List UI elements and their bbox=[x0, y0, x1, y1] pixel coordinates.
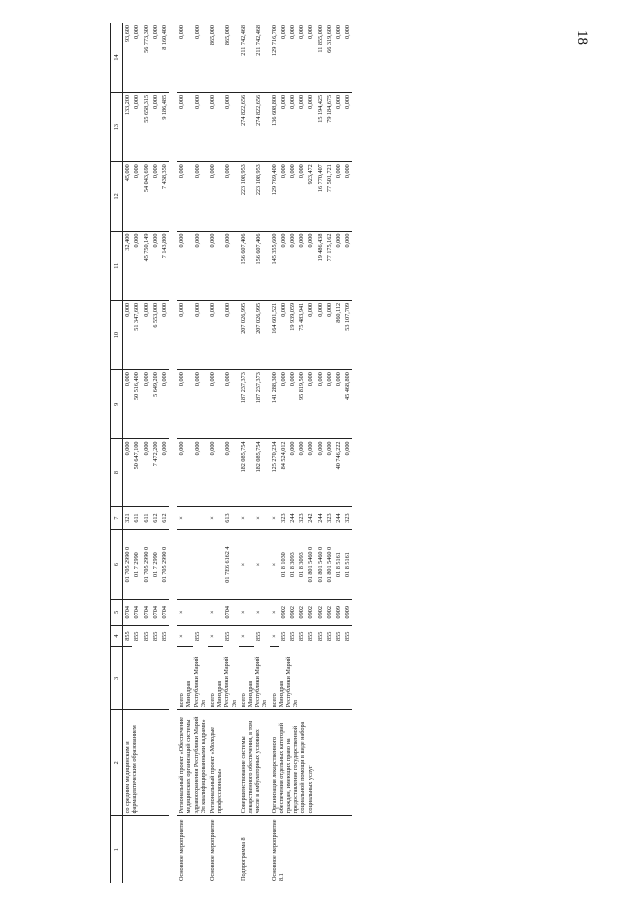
header-cell: 6 bbox=[111, 530, 123, 599]
executor-cell bbox=[208, 647, 239, 710]
code-cell: 321 bbox=[123, 506, 133, 530]
amount-cell: 156 607,406 bbox=[254, 231, 269, 300]
code-cell: 855 bbox=[193, 631, 201, 641]
code-cell: 0704 bbox=[160, 599, 169, 625]
amount-cell: 274 822,656 bbox=[254, 92, 269, 161]
code-cell: 611 bbox=[132, 506, 141, 530]
amount-cell: 136 608,800 bbox=[270, 92, 279, 161]
amount-cell: 0,000 bbox=[160, 439, 169, 506]
code-cell: 01 801 5460 0 bbox=[316, 530, 325, 599]
code-cell: 855 bbox=[142, 631, 150, 641]
amount-cell: 0,000 bbox=[288, 231, 297, 300]
amount-cell: 0,000 bbox=[123, 370, 133, 439]
amount-cell: 187 237,373 bbox=[239, 370, 254, 439]
amount-cell: 0,000 bbox=[288, 23, 297, 92]
amount-cell: 5 649,200 bbox=[151, 370, 160, 439]
code-cell: 855 bbox=[123, 625, 133, 647]
gap-cell bbox=[169, 23, 177, 883]
amount-cell: 0,000 bbox=[343, 439, 352, 506]
amount-cell: 77 175,162 bbox=[325, 231, 334, 300]
amount-cell: 0,000 bbox=[334, 231, 343, 300]
amount-cell: 32,400 bbox=[123, 231, 133, 300]
amount-cell: 6 553,000 bbox=[151, 300, 160, 369]
code-cell bbox=[193, 530, 208, 599]
code-cell: 01 8 3093 bbox=[297, 530, 306, 599]
code-cell: × bbox=[208, 506, 223, 530]
amount-cell: 55 658,315 bbox=[142, 92, 151, 161]
amount-cell: 0,000 bbox=[306, 370, 315, 439]
code-cell: 244 bbox=[316, 506, 325, 530]
cell-text: Региональный проект «Обеспечение медицинских организаций системы здравоохранения Республики Марий Эл квалифицированными кадрами» bbox=[178, 716, 207, 814]
code-cell: 01 8 5161 bbox=[343, 530, 352, 599]
cell-text: со средним медицинским и фармацевтическим образованием bbox=[124, 725, 139, 814]
code-cell: × bbox=[254, 506, 269, 530]
executor-name: Минздрав Республики Марий Эл bbox=[216, 656, 238, 708]
amount-cell: 0,000 bbox=[132, 23, 141, 92]
amount-cell: 0,000 bbox=[177, 162, 192, 231]
amount-cell: 0,000 bbox=[316, 370, 325, 439]
rotated-table bbox=[110, 23, 570, 883]
amount-cell: 274 822,656 bbox=[239, 92, 254, 161]
code-cell: 01 705 2990 0 bbox=[142, 530, 151, 599]
header-cell: 13 bbox=[111, 92, 123, 161]
event-type-cell bbox=[270, 816, 353, 883]
amount-cell: 0,000 bbox=[297, 162, 306, 231]
code-cell bbox=[193, 599, 208, 625]
executor-name: Минздрав Республики Марий Эл bbox=[185, 656, 207, 708]
amount-cell: 141 288,300 bbox=[270, 370, 279, 439]
amount-cell: 0,000 bbox=[279, 370, 288, 439]
amount-cell: 133,200 bbox=[123, 92, 133, 161]
code-cell: 323 bbox=[297, 506, 306, 530]
header-cell: 3 bbox=[111, 647, 123, 710]
event-name-cell bbox=[239, 710, 270, 816]
amount-cell: 51 347,600 bbox=[132, 300, 141, 369]
code-cell: 323 bbox=[279, 506, 288, 530]
code-cell: 0704 bbox=[142, 599, 151, 625]
amount-cell: 53 107,709 bbox=[343, 300, 352, 369]
header-row bbox=[111, 23, 123, 883]
amount-cell: 0,000 bbox=[208, 439, 223, 506]
code-cell: 855 bbox=[279, 631, 287, 641]
code-cell: 01 7 2990 bbox=[132, 530, 141, 599]
code-cell bbox=[177, 530, 192, 599]
amount-cell: 0,000 bbox=[325, 370, 334, 439]
code-cell: 01 801 5460 0 bbox=[306, 530, 315, 599]
header-cell: 8 bbox=[111, 439, 123, 506]
amount-cell: 182 085,754 bbox=[254, 439, 269, 506]
amount-cell: 0,000 bbox=[279, 231, 288, 300]
event-type-cell bbox=[177, 816, 208, 883]
cell-text: всего bbox=[239, 693, 247, 708]
amount-cell: 0,000 bbox=[132, 231, 141, 300]
table-row bbox=[208, 23, 223, 883]
cell-text: Основное мероприятие bbox=[178, 819, 186, 881]
amount-cell: 0,000 bbox=[151, 231, 160, 300]
amount-cell: 865,000 bbox=[223, 23, 238, 92]
code-cell: 0704 bbox=[151, 599, 160, 625]
amount-cell: 0,000 bbox=[325, 439, 334, 506]
code-cell: 613 bbox=[223, 506, 238, 530]
amount-cell: 0,000 bbox=[151, 162, 160, 231]
code-cell: 0902 bbox=[279, 599, 288, 625]
table-row bbox=[177, 23, 192, 883]
executor-cell bbox=[239, 647, 270, 710]
code-cell: × bbox=[239, 506, 254, 530]
amount-cell: 0,000 bbox=[306, 92, 315, 161]
code-cell: 01 8 5161 bbox=[334, 530, 343, 599]
amount-cell: 0,000 bbox=[223, 162, 238, 231]
table-row bbox=[239, 23, 254, 883]
cell-text: Совершенствование системы лекарственного обеспечения, в том числе в амбулаторных условиях bbox=[239, 720, 262, 814]
amount-cell: 207 026,995 bbox=[239, 300, 254, 369]
amount-cell: 0,000 bbox=[279, 23, 288, 92]
cell-text: всего bbox=[178, 693, 186, 708]
code-cell: 0704 bbox=[223, 599, 238, 625]
amount-cell: 79 184,675 bbox=[325, 92, 334, 161]
cell-text: Организация лекарственного обеспечения отдельных категорий граждан, имеющих право на предоставление государственной социальной помощи в виде набора социальных услуг bbox=[270, 721, 314, 814]
header-cell: 4 bbox=[111, 625, 123, 647]
code-cell: 611 bbox=[142, 506, 151, 530]
event-name-cell bbox=[177, 710, 208, 816]
amount-cell: 77 501,721 bbox=[325, 162, 334, 231]
header-cell: 14 bbox=[111, 23, 123, 92]
cell-text: Региональный проект «Молодые профессионалы» bbox=[209, 726, 224, 814]
amount-cell: 223 108,953 bbox=[239, 162, 254, 231]
amount-cell: 0,000 bbox=[297, 231, 306, 300]
amount-cell: 860,112 bbox=[334, 300, 343, 369]
amount-cell: 54 043,690 bbox=[142, 162, 151, 231]
code-cell: × bbox=[208, 625, 223, 647]
code-cell: 855 bbox=[255, 631, 263, 641]
header-cell: 2 bbox=[111, 710, 123, 816]
table-body bbox=[111, 23, 353, 883]
amount-cell: 865,000 bbox=[208, 23, 223, 92]
amount-cell: 0,000 bbox=[288, 92, 297, 161]
code-cell: × bbox=[270, 599, 279, 625]
code-cell: 855 bbox=[344, 631, 352, 641]
code-cell: 855 bbox=[151, 631, 159, 641]
amount-cell: 0,000 bbox=[177, 370, 192, 439]
amount-cell: 0,000 bbox=[142, 300, 151, 369]
amount-cell: 40 746,222 bbox=[334, 439, 343, 506]
amount-cell: 0,000 bbox=[177, 439, 192, 506]
amount-cell: 0,000 bbox=[316, 439, 325, 506]
code-cell: × bbox=[239, 599, 254, 625]
code-cell: × bbox=[270, 530, 279, 599]
amount-cell: 0,000 bbox=[208, 231, 223, 300]
amount-cell: 0,000 bbox=[223, 370, 238, 439]
code-cell: 0902 bbox=[297, 599, 306, 625]
code-cell: 0902 bbox=[316, 599, 325, 625]
amount-cell: 0,000 bbox=[193, 300, 208, 369]
amount-cell: 164 601,521 bbox=[270, 300, 279, 369]
amount-cell: 0,000 bbox=[160, 370, 169, 439]
header-cell: 12 bbox=[111, 162, 123, 231]
amount-cell: 0,000 bbox=[306, 300, 315, 369]
amount-cell: 0,000 bbox=[279, 162, 288, 231]
amount-cell: 0,000 bbox=[343, 162, 352, 231]
amount-cell: 66 319,600 bbox=[325, 23, 334, 92]
code-cell bbox=[208, 530, 223, 599]
amount-cell: 0,000 bbox=[193, 23, 208, 92]
code-cell: 855 bbox=[161, 631, 169, 641]
code-cell: 01 8 3093 bbox=[288, 530, 297, 599]
amount-cell: 0,000 bbox=[297, 439, 306, 506]
amount-cell: 0,000 bbox=[279, 300, 288, 369]
code-cell: × bbox=[177, 506, 192, 530]
header-cell: 9 bbox=[111, 370, 123, 439]
code-cell: 01 705 2990 0 bbox=[160, 530, 169, 599]
code-cell: 01 801 5460 0 bbox=[325, 530, 334, 599]
code-cell: 855 bbox=[224, 631, 232, 641]
event-name-cell bbox=[208, 710, 239, 816]
amount-cell: 45 750,149 bbox=[142, 231, 151, 300]
amount-cell: 8 160,400 bbox=[160, 23, 169, 92]
amount-cell: 223 108,953 bbox=[254, 162, 269, 231]
amount-cell: 0,000 bbox=[334, 162, 343, 231]
amount-cell: 0,000 bbox=[142, 439, 151, 506]
code-cell: 01 7Е6 6162 4 bbox=[223, 530, 238, 599]
code-cell: 612 bbox=[160, 506, 169, 530]
amount-cell: 16 770,407 bbox=[316, 162, 325, 231]
amount-cell: 0,000 bbox=[208, 370, 223, 439]
amount-cell: 50 647,100 bbox=[132, 439, 141, 506]
amount-cell: 0,000 bbox=[343, 92, 352, 161]
amount-cell: 0,000 bbox=[334, 92, 343, 161]
amount-cell: 125 270,234 bbox=[270, 439, 279, 506]
amount-cell: 211 742,468 bbox=[239, 23, 254, 92]
code-cell bbox=[193, 506, 208, 530]
amount-cell: 19 939,059 bbox=[288, 300, 297, 369]
table-row bbox=[270, 23, 279, 883]
executor-cell bbox=[177, 647, 208, 710]
amount-cell: 0,000 bbox=[123, 300, 133, 369]
amount-cell: 19 486,438 bbox=[316, 231, 325, 300]
amount-cell: 0,000 bbox=[343, 231, 352, 300]
amount-cell: 0,000 bbox=[297, 23, 306, 92]
code-cell: × bbox=[177, 625, 192, 647]
amount-cell: 75 483,941 bbox=[297, 300, 306, 369]
amount-cell: 0,000 bbox=[297, 92, 306, 161]
amount-cell: 0,000 bbox=[306, 439, 315, 506]
amount-cell: 923,472 bbox=[306, 162, 315, 231]
header-cell: 11 bbox=[111, 231, 123, 300]
amount-cell: 0,000 bbox=[316, 300, 325, 369]
code-cell: × bbox=[270, 506, 279, 530]
code-cell: × bbox=[208, 599, 223, 625]
executor-name: Минздрав Республики Марий Эл bbox=[247, 656, 269, 708]
amount-cell: 9 186,485 bbox=[160, 92, 169, 161]
amount-cell: 0,000 bbox=[193, 231, 208, 300]
code-cell: 0909 bbox=[334, 599, 343, 625]
amount-cell: 0,000 bbox=[288, 370, 297, 439]
amount-cell: 182 085,754 bbox=[239, 439, 254, 506]
code-cell: 855 bbox=[307, 631, 315, 641]
page-number: 18 bbox=[574, 30, 590, 45]
code-cell: × bbox=[239, 625, 254, 647]
amount-cell: 0,000 bbox=[123, 439, 133, 506]
amount-cell: 7 143,800 bbox=[160, 231, 169, 300]
amount-cell: 7 438,350 bbox=[160, 162, 169, 231]
amount-cell: 0,000 bbox=[177, 300, 192, 369]
code-cell: 855 bbox=[289, 631, 297, 641]
amount-cell: 50 516,400 bbox=[132, 370, 141, 439]
code-cell: 855 bbox=[298, 631, 306, 641]
event-type-cell bbox=[208, 816, 239, 883]
code-cell: 0902 bbox=[306, 599, 315, 625]
amount-cell: 0,000 bbox=[193, 370, 208, 439]
amount-cell: 187 237,373 bbox=[254, 370, 269, 439]
amount-cell: 0,000 bbox=[132, 162, 141, 231]
amount-cell: 0,000 bbox=[193, 92, 208, 161]
event-name-cell bbox=[270, 710, 353, 816]
amount-cell: 0,000 bbox=[334, 23, 343, 92]
cell-text: Подпрограмма 8 bbox=[239, 837, 247, 881]
header-cell: 5 bbox=[111, 599, 123, 625]
table-row bbox=[123, 23, 133, 883]
amount-cell: 156 607,406 bbox=[239, 231, 254, 300]
event-type-cell bbox=[239, 816, 270, 883]
code-cell: 242 bbox=[306, 506, 315, 530]
amount-cell: 0,000 bbox=[208, 162, 223, 231]
code-cell: 01 705 2990 0 bbox=[123, 530, 133, 599]
code-cell: 0909 bbox=[343, 599, 352, 625]
amount-cell: 0,000 bbox=[151, 23, 160, 92]
amount-cell: 0,000 bbox=[306, 23, 315, 92]
executor-name: Минздрав Республики Марий Эл bbox=[277, 656, 300, 708]
event-name-cell bbox=[123, 710, 170, 816]
amount-cell: 0,000 bbox=[223, 439, 238, 506]
amount-cell: 0,000 bbox=[223, 300, 238, 369]
amount-cell: 0,000 bbox=[142, 370, 151, 439]
amount-cell: 93,600 bbox=[123, 23, 133, 92]
amount-cell: 95 819,500 bbox=[297, 370, 306, 439]
code-cell: × bbox=[254, 530, 269, 599]
cell-text: всего bbox=[270, 693, 278, 708]
code-cell: 855 bbox=[335, 631, 343, 641]
amount-cell: 145 355,600 bbox=[270, 231, 279, 300]
amount-cell: 207 026,995 bbox=[254, 300, 269, 369]
code-cell: × bbox=[254, 599, 269, 625]
amount-cell: 0,000 bbox=[151, 92, 160, 161]
amount-cell: 0,000 bbox=[334, 370, 343, 439]
budget-table bbox=[110, 23, 352, 883]
code-cell: 323 bbox=[343, 506, 352, 530]
amount-cell: 129 769,400 bbox=[270, 162, 279, 231]
amount-cell: 84 524,012 bbox=[279, 439, 288, 506]
amount-cell: 0,000 bbox=[288, 439, 297, 506]
code-cell: 01 7 2990 bbox=[151, 530, 160, 599]
code-cell: 855 bbox=[316, 631, 324, 641]
amount-cell: 0,000 bbox=[132, 92, 141, 161]
amount-cell: 0,000 bbox=[306, 231, 315, 300]
code-cell: 0902 bbox=[325, 599, 334, 625]
code-cell: 612 bbox=[151, 506, 160, 530]
amount-cell: 45,000 bbox=[123, 162, 133, 231]
amount-cell: 0,000 bbox=[193, 162, 208, 231]
amount-cell: 0,000 bbox=[223, 231, 238, 300]
code-cell: 855 bbox=[133, 631, 141, 641]
event-type-cell bbox=[123, 816, 170, 883]
code-cell: 0704 bbox=[123, 599, 133, 625]
amount-cell: 0,000 bbox=[325, 300, 334, 369]
code-cell: 323 bbox=[325, 506, 334, 530]
amount-cell: 0,000 bbox=[208, 300, 223, 369]
amount-cell: 0,000 bbox=[193, 439, 208, 506]
code-cell: 244 bbox=[334, 506, 343, 530]
code-cell: × bbox=[239, 530, 254, 599]
amount-cell: 0,000 bbox=[208, 92, 223, 161]
code-cell: 0704 bbox=[132, 599, 141, 625]
amount-cell: 0,000 bbox=[279, 92, 288, 161]
executor-cell bbox=[270, 647, 353, 710]
amount-cell: 11 855,000 bbox=[316, 23, 325, 92]
code-cell: 0902 bbox=[288, 599, 297, 625]
header-cell: 1 bbox=[111, 816, 123, 883]
amount-cell: 129 716,700 bbox=[270, 23, 279, 92]
amount-cell: 211 742,468 bbox=[254, 23, 269, 92]
code-cell: 244 bbox=[288, 506, 297, 530]
code-cell: × bbox=[177, 599, 192, 625]
code-cell: 01 8 1030 bbox=[279, 530, 288, 599]
row-gap bbox=[169, 23, 177, 883]
cell-text: Основное мероприятие 8.1 bbox=[270, 819, 285, 881]
code-cell: × bbox=[270, 625, 279, 647]
amount-cell: 0,000 bbox=[223, 92, 238, 161]
amount-cell: 7 472,200 bbox=[151, 439, 160, 506]
header-cell: 7 bbox=[111, 506, 123, 530]
amount-cell: 0,000 bbox=[343, 23, 352, 92]
amount-cell: 56 773,300 bbox=[142, 23, 151, 92]
amount-cell: 15 194,425 bbox=[316, 92, 325, 161]
cell-text: Основное мероприятие bbox=[209, 819, 217, 881]
amount-cell: 45 468,800 bbox=[343, 370, 352, 439]
executor-cell bbox=[123, 647, 170, 710]
amount-cell: 0,000 bbox=[160, 300, 169, 369]
header-cell: 10 bbox=[111, 300, 123, 369]
amount-cell: 0,000 bbox=[177, 23, 192, 92]
code-cell: 855 bbox=[325, 631, 333, 641]
amount-cell: 0,000 bbox=[177, 231, 192, 300]
amount-cell: 0,000 bbox=[288, 162, 297, 231]
cell-text: всего bbox=[209, 693, 217, 708]
amount-cell: 0,000 bbox=[177, 92, 192, 161]
